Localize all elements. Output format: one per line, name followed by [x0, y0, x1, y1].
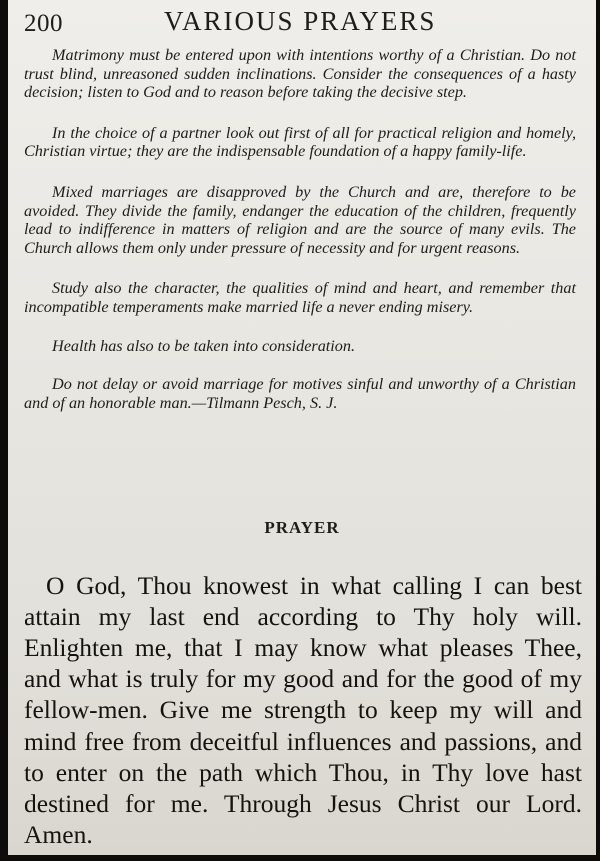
- book-page: [8, 0, 596, 855]
- prayer-text: O God, Thou knowest in what calling I can best attain my last end according to Thy holy will. Enlighten me, that I may know what pleases Thee, and what is truly for my good and for the good of my fellow-men. Give me strength to keep my will and mind free from deceitful influences and passions, and to enter on the path which Thou, in Thy love hast destined for me. Through Jesus Christ our Lord. Amen.: [24, 570, 582, 850]
- paragraph-choice-of-partner: In the choice of a partner look out first of all for practical religion and homely, Christian virtue; they are the indispensable foundation of a happy family-life.: [24, 123, 576, 161]
- paragraph-mixed-marriages: Mixed marriages are disapproved by the Church and are, therefore to be avoided. They divide the family, endanger the education of the children, frequently lead to indifference in matters of religion and are the source of many evils. The Church allows them only under pressure of necessity and for urgent reasons.: [24, 182, 576, 257]
- paragraph-do-not-delay: Do not delay or avoid marriage for motives sinful and unworthy of a Christian and of an honorable man.—Tilmann Pesch, S. J.: [24, 375, 576, 412]
- paragraph-character: Study also the character, the qualities of mind and heart, and remember that incompatible temperaments make married life a never ending misery.: [24, 279, 576, 316]
- advice-paragraphs: [24, 46, 576, 434]
- paragraph-health: Health has also to be taken into consideration.: [52, 336, 356, 355]
- paragraph-matrimony: Matrimony must be entered upon with intentions worthy of a Christian. Do not trust blind, unreasoned sudden inclinations. Consider the consequences of a hasty decision; listen to God and to reason before taking the decisive step.: [24, 46, 576, 102]
- prayer-heading: PRAYER: [264, 518, 340, 537]
- page-header: [24, 6, 584, 42]
- page-number: 200: [24, 10, 63, 37]
- running-title: VARIOUS PRAYERS: [164, 6, 437, 36]
